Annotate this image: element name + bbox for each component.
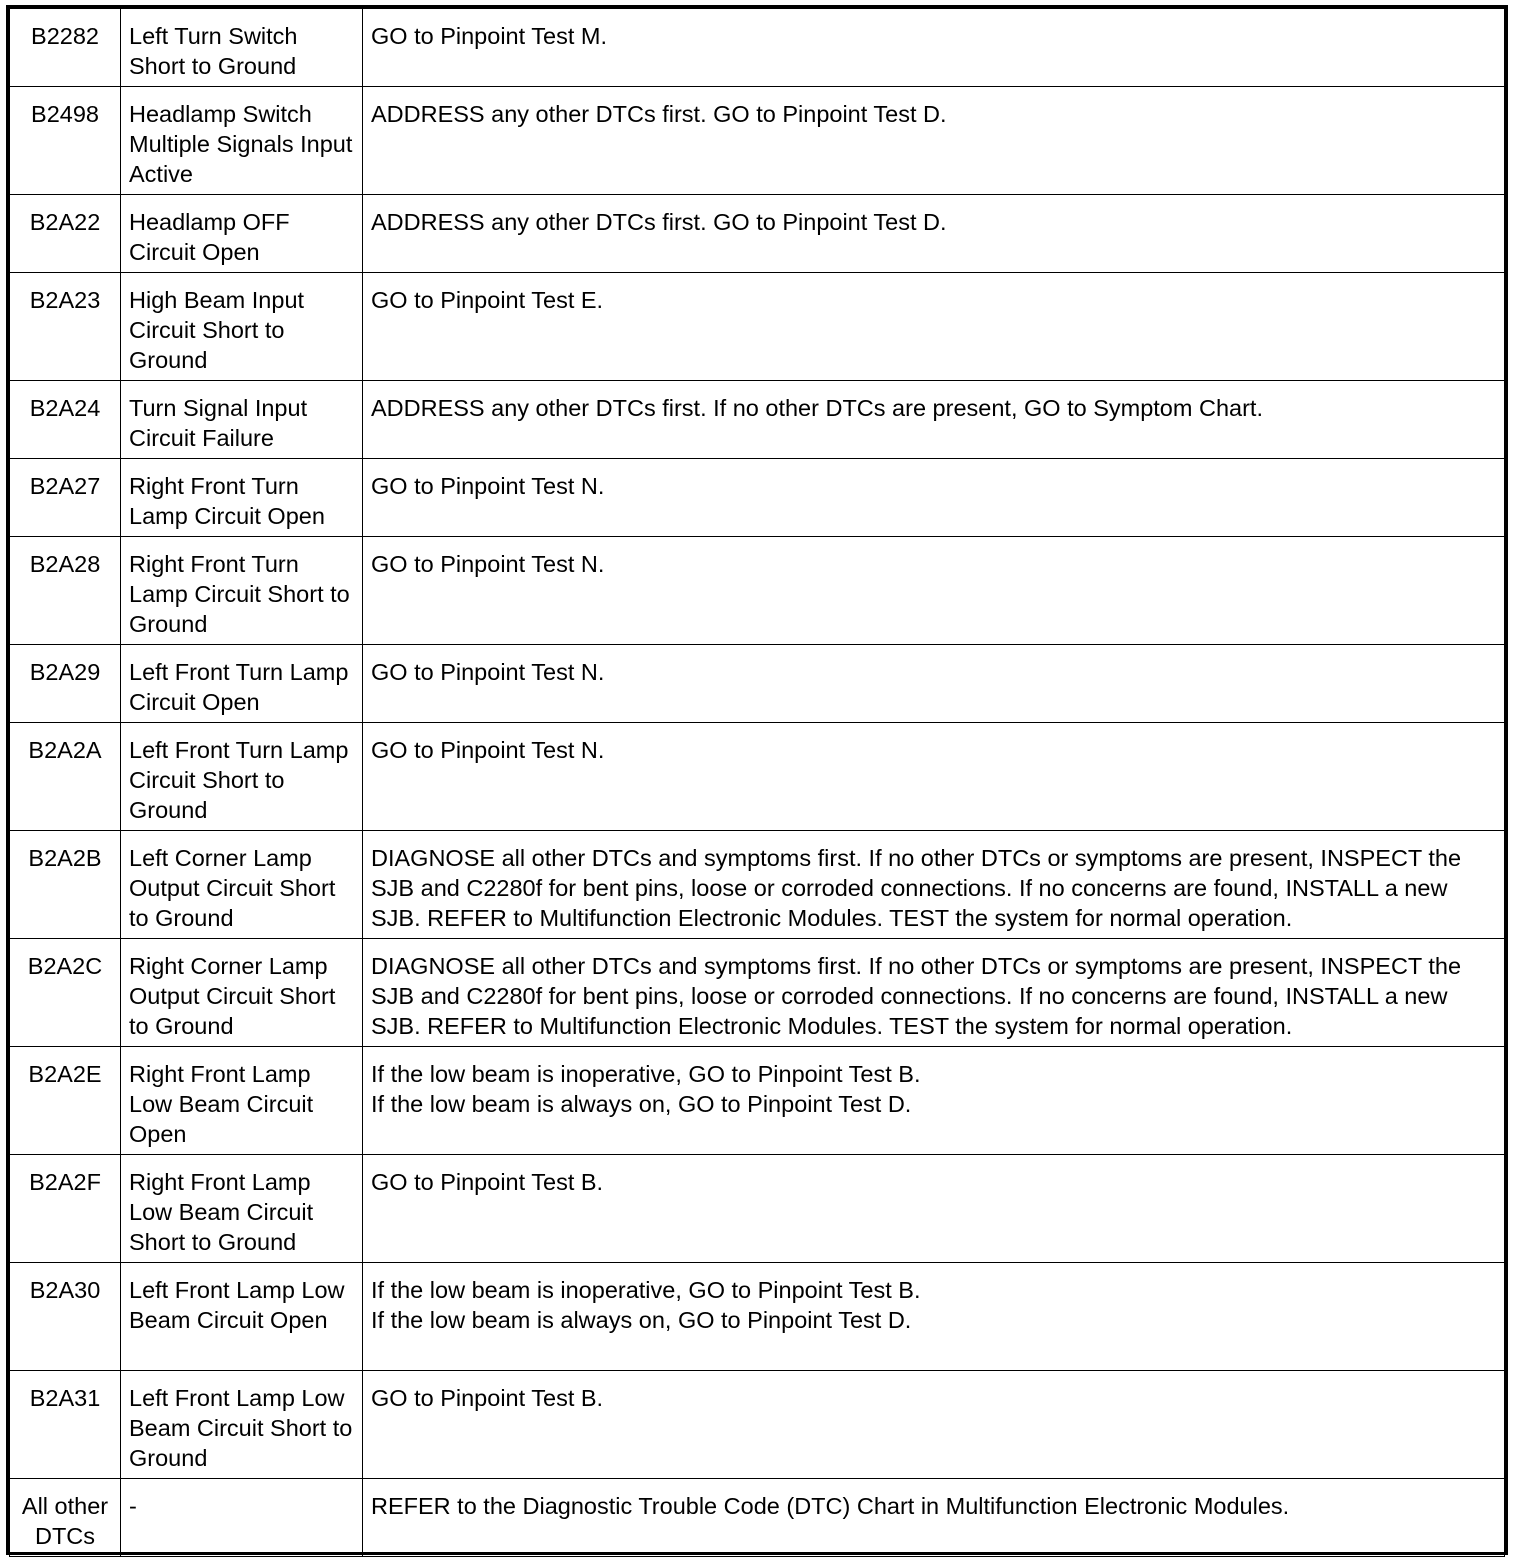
dtc-action-cell: If the low beam is inoperative, GO to Pinpoint Test B. If the low beam is always on, GO to Pinpoint Test D. [363, 1263, 1505, 1371]
dtc-code-cell: B2A31 [10, 1371, 121, 1479]
dtc-code-cell: B2A2F [10, 1155, 121, 1263]
dtc-table [9, 8, 1505, 1557]
dtc-action-cell: GO to Pinpoint Test N. [363, 723, 1505, 831]
table-row [10, 723, 1505, 831]
dtc-condition-cell: Right Front Lamp Low Beam Circuit Open [121, 1047, 363, 1155]
dtc-action-cell: GO to Pinpoint Test M. [363, 9, 1505, 87]
table-row [10, 1047, 1505, 1155]
dtc-action-cell: ADDRESS any other DTCs first. GO to Pinpoint Test D. [363, 195, 1505, 273]
table-row [10, 831, 1505, 939]
dtc-action-cell: DIAGNOSE all other DTCs and symptoms first. If no other DTCs or symptoms are present, INSPECT the SJB and C2280f for bent pins, loose or corroded connections. If no concerns are found, INSTALL a new SJB. REFER to Multifunction Electronic Modules. TEST the system for normal operation. [363, 939, 1505, 1047]
dtc-action-cell: DIAGNOSE all other DTCs and symptoms first. If no other DTCs or symptoms are present, INSPECT the SJB and C2280f for bent pins, loose or corroded connections. If no concerns are found, INSTALL a new SJB. REFER to Multifunction Electronic Modules. TEST the system for normal operation. [363, 831, 1505, 939]
dtc-action-cell: GO to Pinpoint Test N. [363, 645, 1505, 723]
dtc-code-cell: B2A29 [10, 645, 121, 723]
table-row [10, 537, 1505, 645]
dtc-condition-cell: - [121, 1479, 363, 1557]
dtc-action-cell: GO to Pinpoint Test N. [363, 459, 1505, 537]
dtc-code-cell: B2A28 [10, 537, 121, 645]
table-row [10, 1263, 1505, 1371]
dtc-condition-cell: Right Front Lamp Low Beam Circuit Short to Ground [121, 1155, 363, 1263]
dtc-code-cell: B2A27 [10, 459, 121, 537]
dtc-table-frame [6, 5, 1508, 1555]
dtc-code-cell: B2A2C [10, 939, 121, 1047]
dtc-code-cell: B2A24 [10, 381, 121, 459]
table-row [10, 195, 1505, 273]
table-row [10, 1479, 1505, 1557]
table-row [10, 459, 1505, 537]
dtc-action-cell: GO to Pinpoint Test N. [363, 537, 1505, 645]
dtc-condition-cell: Right Front Turn Lamp Circuit Open [121, 459, 363, 537]
dtc-code-cell: B2282 [10, 9, 121, 87]
dtc-code-cell: B2A2E [10, 1047, 121, 1155]
dtc-action-cell: ADDRESS any other DTCs first. GO to Pinpoint Test D. [363, 87, 1505, 195]
dtc-action-cell: GO to Pinpoint Test B. [363, 1371, 1505, 1479]
dtc-table-body [10, 9, 1505, 1557]
dtc-condition-cell: Right Corner Lamp Output Circuit Short to Ground [121, 939, 363, 1047]
dtc-condition-cell: High Beam Input Circuit Short to Ground [121, 273, 363, 381]
dtc-condition-cell: Left Turn Switch Short to Ground [121, 9, 363, 87]
table-row [10, 9, 1505, 87]
dtc-action-cell: GO to Pinpoint Test B. [363, 1155, 1505, 1263]
dtc-code-cell: All other DTCs [10, 1479, 121, 1557]
dtc-condition-cell: Left Corner Lamp Output Circuit Short to Ground [121, 831, 363, 939]
dtc-code-cell: B2A2A [10, 723, 121, 831]
dtc-code-cell: B2A22 [10, 195, 121, 273]
dtc-condition-cell: Right Front Turn Lamp Circuit Short to Ground [121, 537, 363, 645]
table-row [10, 939, 1505, 1047]
dtc-condition-cell: Left Front Lamp Low Beam Circuit Open [121, 1263, 363, 1371]
dtc-condition-cell: Left Front Lamp Low Beam Circuit Short to Ground [121, 1371, 363, 1479]
dtc-condition-cell: Left Front Turn Lamp Circuit Open [121, 645, 363, 723]
dtc-code-cell: B2A30 [10, 1263, 121, 1371]
dtc-condition-cell: Left Front Turn Lamp Circuit Short to Ground [121, 723, 363, 831]
dtc-condition-cell: Turn Signal Input Circuit Failure [121, 381, 363, 459]
dtc-condition-cell: Headlamp Switch Multiple Signals Input Active [121, 87, 363, 195]
dtc-action-cell: REFER to the Diagnostic Trouble Code (DTC) Chart in Multifunction Electronic Modules. [363, 1479, 1505, 1557]
dtc-action-cell: ADDRESS any other DTCs first. If no other DTCs are present, GO to Symptom Chart. [363, 381, 1505, 459]
table-row [10, 87, 1505, 195]
dtc-condition-cell: Headlamp OFF Circuit Open [121, 195, 363, 273]
dtc-action-cell: GO to Pinpoint Test E. [363, 273, 1505, 381]
table-row [10, 645, 1505, 723]
table-row [10, 273, 1505, 381]
dtc-code-cell: B2A23 [10, 273, 121, 381]
dtc-code-cell: B2498 [10, 87, 121, 195]
table-row [10, 381, 1505, 459]
table-row [10, 1371, 1505, 1479]
table-row [10, 1155, 1505, 1263]
dtc-action-cell: If the low beam is inoperative, GO to Pinpoint Test B. If the low beam is always on, GO to Pinpoint Test D. [363, 1047, 1505, 1155]
dtc-code-cell: B2A2B [10, 831, 121, 939]
